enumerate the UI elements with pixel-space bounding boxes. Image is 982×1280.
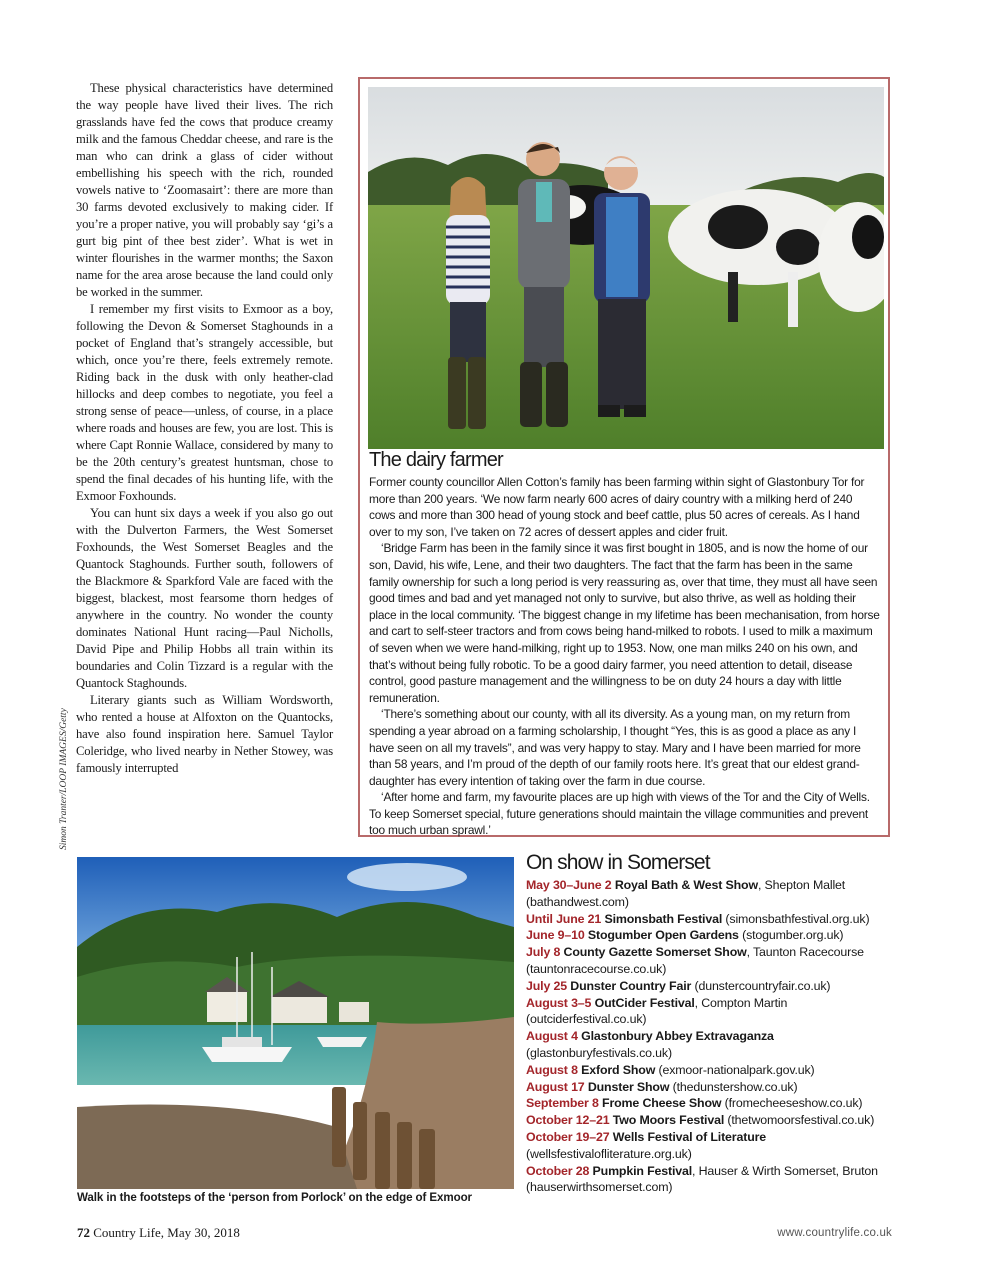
- farmer-paragraph: ‘There’s something about our county, with all its diversity. As a young man, on my return from spending a year abroad on a farming scholarship, I thought “Yes, this is as good a place as any I have seen on all my travels”, and was very happy to stay. Mary and I have been married for more than 58 years, and I’m proud of the depth of our family roots here. It’s great that our eldest grand-daughter has every intention of taking over the farm in due course.: [369, 707, 861, 788]
- events-list: [526, 877, 896, 1196]
- event-detail: , Taunton Racecourse (tauntonracecourse.co.uk): [526, 945, 864, 976]
- list-item: [526, 1079, 896, 1096]
- event-detail: (wellsfestivalofliterature.org.uk): [526, 1146, 692, 1161]
- event-detail: (thedunstershow.co.uk): [669, 1079, 798, 1094]
- event-name: Simonsbath Festival: [604, 911, 723, 926]
- photo-credit: Simon Tranter/LOOP IMAGES/Getty: [59, 708, 69, 850]
- farmer-paragraph: ‘After home and farm, my favourite places are up high with views of the Tor and the City of Wells. To keep Somerset special, future generations should maintain the village communities and prevent too much urban sprawl.’: [369, 790, 870, 838]
- farmer-paragraph: Former county councillor Allen Cotton’s family has been farming within sight of Glastonbury Tor for more than 200 years. ‘We now farm nearly 600 acres of dairy country with a milking herd of 240 cows and more than 300 head of young stock and beef cattle, plus 50 acres of cereals. As I hand over to my son, I’ve taken on 72 acres of dessert apples and cider fruit.: [369, 475, 865, 539]
- list-item: [526, 944, 896, 978]
- dairy-farmer-text: [369, 474, 881, 839]
- on-show-heading: On show in Somerset: [526, 851, 710, 874]
- list-item: [526, 1028, 896, 1062]
- event-detail: (stogumber.org.uk): [738, 928, 844, 943]
- event-name: OutCider Festival: [594, 995, 695, 1010]
- article-paragraph: You can hunt six days a week if you also go out with the Dulverton Farmers, the West Somerset Foxhounds, the West Somerset Beagles and the Quantock Staghounds. Further south, followers of the Blackmore & Sparkford Vale are faced with the biggest, blackest, most fearsome thorn hedges of anywhere in the country. No wonder the county dominates National Hunt racing—Paul Nicholls, David Pipe and Philip Hobbs all train within its boundaries and Colin Tizzard is a regular with the Quantock Staghounds.: [76, 506, 333, 690]
- list-item: [526, 927, 896, 944]
- list-item: [526, 877, 896, 911]
- event-name: Wells Festival of Literature: [612, 1129, 767, 1144]
- event-name: Exford Show: [581, 1062, 656, 1077]
- event-name: Frome Cheese Show: [602, 1096, 722, 1111]
- publication-line: Country Life, May 30, 2018: [93, 1225, 240, 1240]
- article-column: [76, 80, 333, 777]
- event-detail: (dunstercountryfair.co.uk): [691, 978, 831, 993]
- event-date: July 8: [526, 945, 561, 960]
- dairy-farmer-box: [358, 77, 890, 837]
- farmer-paragraph: ‘Bridge Farm has been in the family since it was first bought in 1805, and is now the home of our son, David, his wife, Lene, and their two daughters. The fact that the farm has been in the same family ownership for such a long period is very reassuring as, over that time, they must all have seen good times and bad and yet managed not only to survive, but also thrive, as well as holding their place in the local community. ‘The biggest change in my lifetime has been mechanisation, from horse and cart to self-steer tractors and from cows being hand-milked to robots. I used to milk a maximum of seven when we were hand-milking, right up to 1953. Now, one man milks 240 on his own, and that’s without being fully robotic. To be a good dairy farmer, you need attention to detail, disease control, good pasture management and the willingness to be on duty 24 hours a day with little remuneration.: [369, 541, 880, 705]
- website-url: www.countrylife.co.uk: [777, 1227, 892, 1239]
- list-item: [526, 1062, 896, 1079]
- photo-caption: Walk in the footsteps of the ‘person from Porlock’ on the edge of Exmoor: [77, 1191, 472, 1204]
- event-name: Dunster Country Fair: [570, 978, 692, 993]
- event-date: July 25: [526, 978, 567, 993]
- event-date: October 12–21: [526, 1113, 610, 1128]
- event-name: Two Moors Festival: [612, 1113, 725, 1128]
- event-name: Stogumber Open Gardens: [587, 928, 739, 943]
- list-item: [526, 911, 896, 928]
- event-detail: (glastonburyfestivals.co.uk): [526, 1045, 672, 1060]
- list-item: [526, 1129, 896, 1163]
- event-detail: (fromecheeseshow.co.uk): [721, 1096, 863, 1111]
- page-number: 72: [77, 1225, 90, 1240]
- event-detail: (exmoor-nationalpark.gov.uk): [655, 1062, 815, 1077]
- list-item: [526, 995, 896, 1029]
- farmer-photo: [368, 87, 884, 449]
- event-date: August 4: [526, 1029, 578, 1044]
- event-detail: , Compton Martin (outciderfestival.co.uk): [526, 995, 788, 1027]
- event-name: Royal Bath & West Show: [614, 878, 758, 892]
- list-item: [526, 978, 896, 995]
- event-date: May 30–June 2: [526, 878, 612, 892]
- event-name: County Gazette Somerset Show: [563, 945, 747, 960]
- event-date: September 8: [526, 1096, 599, 1111]
- event-date: October 28: [526, 1163, 590, 1178]
- event-detail: , Hauser & Wirth Somerset, Bruton (hauserwirthsomerset.com): [526, 1163, 878, 1195]
- on-show-section: [526, 851, 896, 1196]
- page-folio: [77, 1225, 240, 1241]
- event-date: June 9–10: [526, 928, 585, 943]
- event-detail: (thetwomoorsfestival.co.uk): [724, 1113, 875, 1128]
- event-name: Pumpkin Festival: [592, 1163, 693, 1178]
- event-name: Dunster Show: [587, 1079, 670, 1094]
- event-date: August 3–5: [526, 995, 592, 1010]
- dairy-farmer-heading: The dairy farmer: [369, 449, 503, 471]
- porlock-photo: [77, 857, 514, 1189]
- list-item: [526, 1112, 896, 1129]
- event-date: August 8: [526, 1062, 578, 1077]
- article-paragraph: Literary giants such as William Wordsworth, who rented a house at Alfoxton on the Quantocks, have also found inspiration here. Samuel Taylor Coleridge, who lived nearby in Nether Stowey, was famously interrupted: [76, 693, 333, 775]
- event-detail: (simonsbathfestival.org.uk): [722, 911, 870, 926]
- event-name: Glastonbury Abbey Extravaganza: [581, 1029, 774, 1044]
- article-paragraph: These physical characteristics have determined the way people have lived their lives. The rich grasslands have fed the cows that produce creamy milk and the famous Cheddar cheese, and rare is the man who can drink a glass of cider without embellishing his speech with the rich, rounded vowels native to ‘Zoomasairt’: there are more than 30 farms devoted exclusively to making cider. If you’re a proper native, you will probably say ‘gi’s a gurt big pint of thee best zider’. What is wet in winter flourishes in the warmer months; the Saxon name for the area arose because the land could only be worked in the summer.: [76, 81, 333, 299]
- article-paragraph: I remember my first visits to Exmoor as a boy, following the Devon & Somerset Staghounds in a pocket of England that’s strangely accessible, but which, once you’re there, feels extremely remote. Riding back in the dusk with only heather-clad hillocks and deep combes to negotiate, you feel a strong sense of peace—unless, of course, in a place where roads and houses are few, you are lost. This is where Capt Ronnie Wallace, considered by many to be the 20th century’s greatest huntsman, chose to spend the final decades of his hunting life, with the Exmoor Foxhounds.: [76, 302, 333, 503]
- event-date: October 19–27: [526, 1129, 610, 1144]
- event-date: August 17: [526, 1079, 585, 1094]
- list-item: [526, 1163, 896, 1197]
- list-item: [526, 1095, 896, 1112]
- event-detail: , Shepton Mallet (bathandwest.com): [526, 878, 846, 909]
- event-date: Until June 21: [526, 911, 602, 926]
